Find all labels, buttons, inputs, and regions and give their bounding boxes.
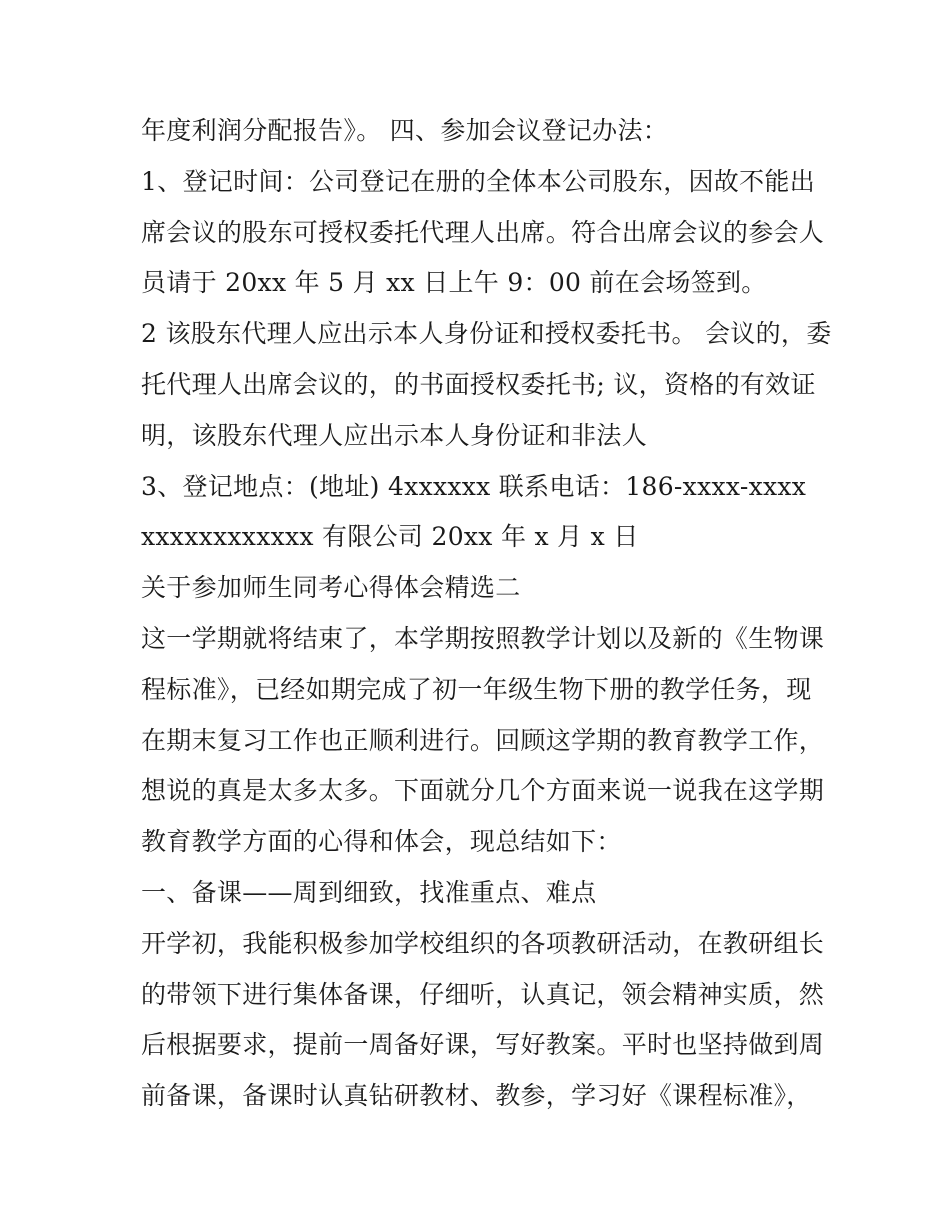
text-line: 1、登记时间：公司登记在册的全体本公司股东，因故不能出 bbox=[141, 166, 816, 196]
text-line: 3、登记地点：(地址) 4xxxxxx 联系电话：186-xxxx-xxxx bbox=[141, 471, 807, 501]
text-line: 开学初，我能积极参加学校组织的各项教研活动，在教研组长 bbox=[141, 928, 825, 958]
text-line: xxxxxxxxxxxx 有限公司 20xx 年 x 月 x 日 bbox=[141, 522, 639, 552]
text-line: 这一学期就将结束了，本学期按照教学计划以及新的《生物课 bbox=[141, 623, 825, 653]
text-line: 程标准》，已经如期完成了初一年级生物下册的教学任务，现 bbox=[141, 674, 812, 704]
text-line: 明，该股东代理人应出示本人身份证和非法人 bbox=[141, 420, 648, 450]
text-line: 在期末复习工作也正顺利进行。回顾这学期的教育教学工作， bbox=[141, 725, 825, 755]
section-heading: 关于参加师生同考心得体会精选二 bbox=[141, 573, 521, 603]
document-body bbox=[141, 106, 832, 1122]
subsection-heading: 一、备课——周到细致，找准重点、难点 bbox=[141, 877, 597, 907]
text-line: 想说的真是太多太多。下面就分几个方面来说一说我在这学期 bbox=[141, 776, 825, 806]
text-line: 的带领下进行集体备课，仔细听，认真记，领会精神实质，然 bbox=[141, 979, 825, 1009]
text-line: 托代理人出席会议的，的书面授权委托书; 议，资格的有效证 bbox=[141, 369, 816, 399]
text-line: 教育教学方面的心得和体会，现总结如下： bbox=[141, 827, 622, 857]
text-line: 员请于 20xx 年 5 月 xx 日上午 9：00 前在会场签到。 bbox=[141, 268, 767, 298]
text-line: 前备课，备课时认真钻研教材、教参，学习好《课程标准》， bbox=[141, 1081, 812, 1111]
text-line: 2 该股东代理人应出示本人身份证和授权委托书。 会议的，委 bbox=[141, 319, 832, 349]
text-line: 年度利润分配报告》。 四、参加会议登记办法： bbox=[141, 116, 669, 145]
text-line: 席会议的股东可授权委托代理人出席。符合出席会议的参会人 bbox=[141, 217, 825, 247]
text-line: 后根据要求，提前一周备好课，写好教案。平时也坚持做到周 bbox=[141, 1030, 825, 1060]
